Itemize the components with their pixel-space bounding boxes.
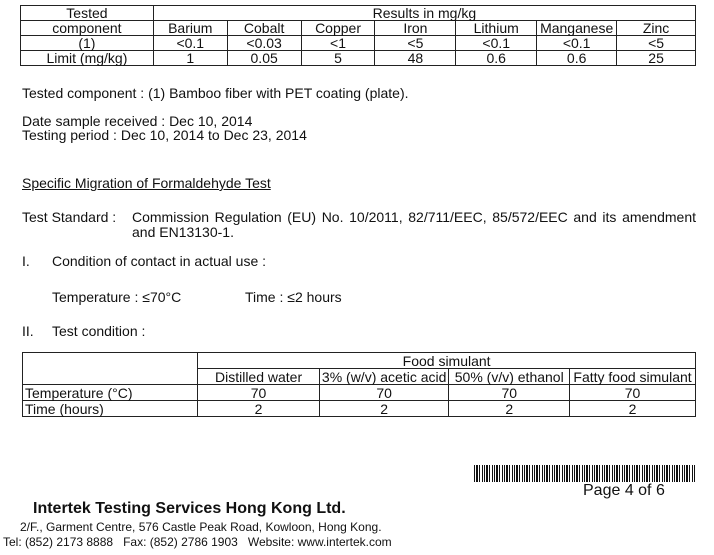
- cell: <0.1: [537, 36, 617, 51]
- company-contact: Tel: (852) 2173 8888 Fax: (852) 2786 1903 Website: www.intertek.com: [3, 535, 392, 549]
- empty-header-cell: [23, 353, 198, 369]
- empty-header-cell: [23, 369, 198, 385]
- header-tested: Tested: [21, 6, 154, 21]
- table-row: [23, 385, 696, 401]
- cell: <5: [617, 36, 696, 51]
- col-header: 50% (v/v) ethanol: [449, 369, 570, 385]
- test-standard-line1: Commission Regulation (EU) No. 10/2011, 82/711/EEC, 85/572/EEC and its amendment: [132, 209, 696, 225]
- table-row: [21, 36, 696, 51]
- results-table: [20, 5, 696, 66]
- col-header: Zinc: [617, 21, 696, 36]
- col-header: Cobalt: [227, 21, 301, 36]
- cell: 0.6: [537, 51, 617, 66]
- row-label: (1): [21, 36, 154, 51]
- table-row: [21, 51, 696, 66]
- cell: 2: [449, 401, 570, 417]
- cell: <0.03: [227, 36, 301, 51]
- header-component: component: [21, 21, 154, 36]
- company-name: Intertek Testing Services Hong Kong Ltd.: [33, 500, 346, 517]
- cell: 2: [319, 401, 448, 417]
- date-received-text: Date sample received : Dec 10, 2014: [22, 113, 253, 129]
- results-group-header: Results in mg/kg: [153, 6, 695, 21]
- col-header: Fatty food simulant: [570, 369, 696, 385]
- row-label: Time (hours): [23, 401, 198, 417]
- cell: 1: [153, 51, 227, 66]
- page-number: Page 4 of 6: [583, 482, 665, 499]
- cell: <0.1: [153, 36, 227, 51]
- condition-contact-text: Condition of contact in actual use :: [52, 253, 267, 269]
- time-text: Time : ≤2 hours: [245, 289, 342, 305]
- temperature-text: Temperature : ≤70°C: [52, 289, 182, 305]
- col-header: Iron: [375, 21, 456, 36]
- cell: <0.1: [456, 36, 537, 51]
- cell: 5: [301, 51, 375, 66]
- cell: 2: [570, 401, 696, 417]
- test-condition-num: II.: [22, 323, 34, 339]
- cell: <5: [375, 36, 456, 51]
- col-header: Copper: [301, 21, 375, 36]
- food-group-header: Food simulant: [198, 353, 696, 369]
- cell: <1: [301, 36, 375, 51]
- cell: 0.6: [456, 51, 537, 66]
- cell: 2: [198, 401, 320, 417]
- test-standard-line2: and EN13130-1.: [132, 224, 234, 240]
- tested-component-text: Tested component : (1) Bamboo fiber with PET coating (plate).: [22, 85, 409, 101]
- food-simulant-table: [22, 352, 696, 417]
- table-row: [23, 401, 696, 417]
- barcode: [474, 465, 696, 482]
- testing-period-text: Testing period : Dec 10, 2014 to Dec 23, 2014: [22, 127, 307, 143]
- row-label: Limit (mg/kg): [21, 51, 154, 66]
- cell: 70: [570, 385, 696, 401]
- test-condition-text: Test condition :: [52, 323, 146, 339]
- section-title: Specific Migration of Formaldehyde Test: [22, 175, 271, 191]
- col-header: Distilled water: [198, 369, 320, 385]
- col-header: 3% (w/v) acetic acid: [319, 369, 448, 385]
- cell: 70: [319, 385, 448, 401]
- cell: 70: [449, 385, 570, 401]
- col-header: Lithium: [456, 21, 537, 36]
- col-header: Barium: [153, 21, 227, 36]
- cell: 0.05: [227, 51, 301, 66]
- condition-contact-num: I.: [22, 253, 30, 269]
- row-label: Temperature (°C): [23, 385, 198, 401]
- company-address: 2/F., Garment Centre, 576 Castle Peak Road, Kowloon, Hong Kong.: [20, 520, 382, 534]
- col-header: Manganese: [537, 21, 617, 36]
- test-standard-label: Test Standard :: [22, 209, 117, 225]
- cell: 70: [198, 385, 320, 401]
- cell: 48: [375, 51, 456, 66]
- cell: 25: [617, 51, 696, 66]
